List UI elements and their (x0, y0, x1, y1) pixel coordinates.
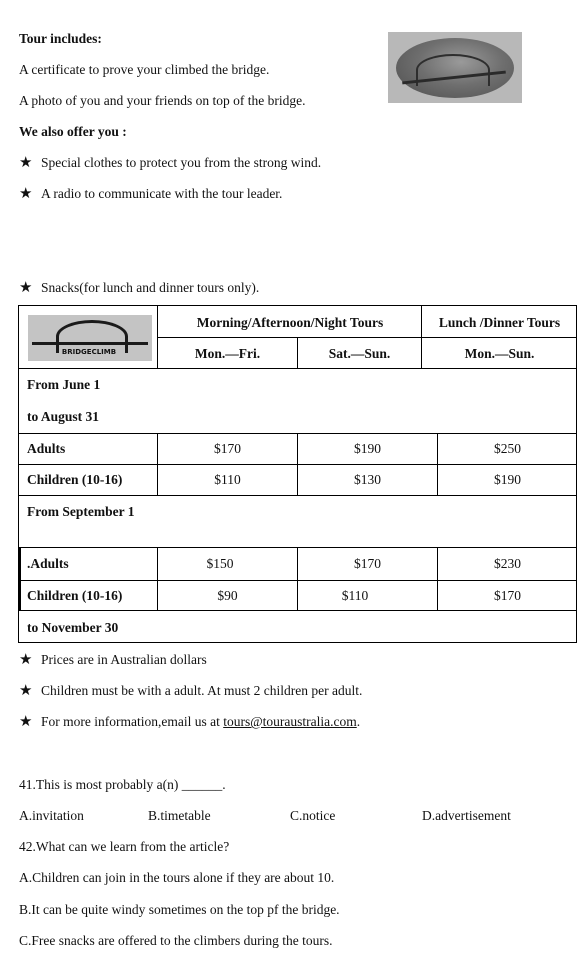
row-label-children: Children (10-16) (27, 472, 123, 487)
include-item-certificate: A certificate to prove your climbed the bridge. (19, 62, 270, 77)
offer-item-radio-text: A radio to communicate with the tour leader. (41, 186, 283, 201)
header-morning-afternoon-night: Morning/Afternoon/Night Tours (196, 315, 384, 330)
price-cell: $190 (354, 441, 381, 456)
header-sat-sun: Sat.—Sun. (328, 346, 391, 361)
period1-start: From June 1 (27, 377, 101, 392)
header-mon-sun: Mon.—Sun. (464, 346, 535, 361)
star-icon: ★ (19, 714, 33, 730)
logo-text: BRIDGECLIMB (61, 348, 117, 356)
price-cell: $190 (494, 472, 521, 487)
q41-option-d: D.advertisement (422, 808, 511, 823)
price-cell: $110 (341, 588, 369, 603)
offer-item-snacks-text: Snacks(for lunch and dinner tours only). (41, 280, 260, 295)
price-cell: $170 (494, 588, 521, 603)
star-icon: ★ (19, 683, 33, 699)
question-41: 41.This is most probably a(n) ______. (19, 777, 226, 792)
note-currency (19, 652, 207, 668)
include-item-photo: A photo of you and your friends on top of the bridge. (19, 93, 306, 108)
price-cell: $170 (214, 441, 241, 456)
header-mon-fri: Mon.—Fri. (194, 346, 261, 361)
offer-item-clothes (19, 155, 321, 171)
note-email-period: . (356, 714, 361, 729)
star-icon: ★ (19, 155, 33, 171)
tour-includes-heading: Tour includes: (19, 31, 102, 46)
also-offer-heading: We also offer you : (19, 124, 127, 139)
row-label-adults: .Adults (27, 556, 69, 571)
q42-option-c: C.Free snacks are offered to the climbers during the tours. (19, 933, 333, 948)
header-lunch-dinner: Lunch /Dinner Tours (438, 315, 561, 330)
offer-item-clothes-text: Special clothes to protect you from the strong wind. (41, 155, 322, 170)
price-cell: $250 (494, 441, 521, 456)
q41-option-b: B.timetable (148, 808, 211, 823)
price-cell: $90 (217, 588, 238, 603)
row-label-children: Children (10-16) (27, 588, 123, 603)
note-children-text: Children must be with a adult. At must 2 children per adult. (41, 683, 363, 698)
star-icon: ★ (19, 280, 33, 296)
question-42: 42.What can we learn from the article? (19, 839, 230, 854)
period1-end: to August 31 (27, 409, 100, 424)
row-label-adults: Adults (27, 441, 66, 456)
note-email (19, 714, 360, 730)
note-currency-text: Prices are in Australian dollars (41, 652, 207, 667)
star-icon: ★ (19, 186, 33, 202)
bridge-photo (388, 32, 522, 103)
q42-option-b: B.It can be quite windy sometimes on the top pf the bridge. (19, 902, 340, 917)
q41-option-a: A.invitation (19, 808, 84, 823)
q42-option-a: A.Children can join in the tours alone if they are about 10. (19, 870, 335, 885)
price-cell: $230 (494, 556, 521, 571)
offer-item-snacks (19, 280, 259, 296)
price-cell: $110 (214, 472, 241, 487)
period2-start: From September 1 (27, 504, 135, 519)
q41-option-c: C.notice (290, 808, 336, 823)
offer-item-radio (19, 186, 282, 202)
star-icon: ★ (19, 652, 33, 668)
note-children (19, 683, 362, 699)
price-table (18, 305, 577, 643)
price-cell: $170 (354, 556, 381, 571)
bridgeclimb-logo (28, 315, 152, 361)
price-cell: $150 (206, 556, 234, 571)
price-cell: $130 (354, 472, 381, 487)
period2-end: to November 30 (27, 620, 119, 635)
email-link[interactable]: tours@touraustralia.com (223, 714, 357, 729)
note-email-text: For more information,email us at (41, 714, 224, 729)
